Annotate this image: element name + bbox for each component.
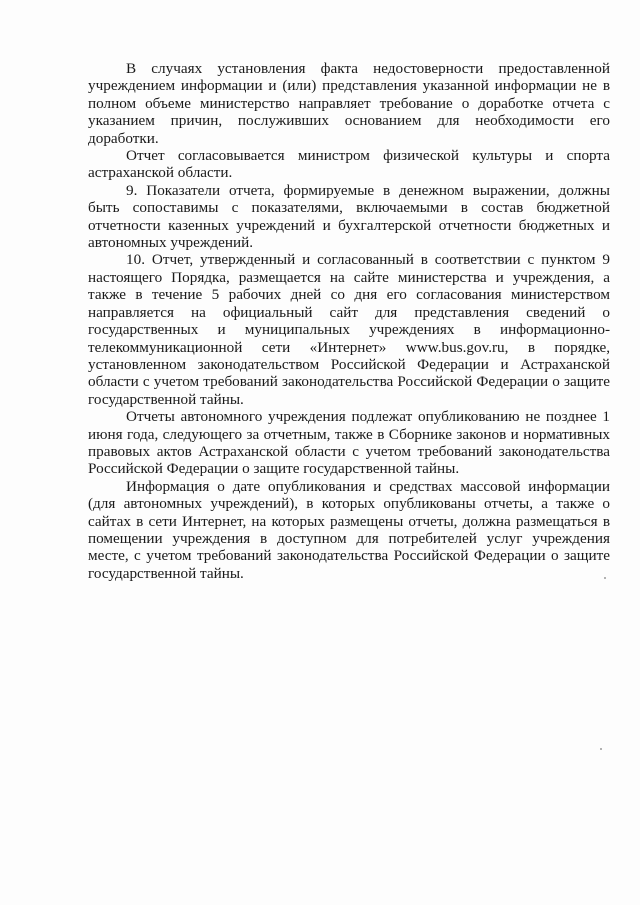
- paragraph-autonomous-publication: Отчеты автономного учреждения подлежат опубликованию не позднее 1 июня года, следующего за отчетным, также в Сборнике законов и нормативных правовых актов Астраханской области с учетом требований законодательства Российской Федерации о защите государственной тайны.: [88, 408, 610, 478]
- paragraph-approval: Отчет согласовывается министром физической культуры и спорта астраханской области.: [88, 147, 610, 182]
- paragraph-item-10: 10. Отчет, утвержденный и согласованный в соответствии с пунктом 9 настоящего Порядка, размещается на сайте министерства и учреждения, а также в течение 5 рабочих дней со дня его согласования министерством направляется на официальный сайт для представления сведений о государственных и муниципальных учреждениях в информационно-телекоммуникационной сети «Интернет» www.bus.gov.ru, в порядке, установленном законодательством Российской Федерации и Астраханской области с учетом требований законодательства Российской Федерации о защите государственной тайны.: [88, 251, 610, 408]
- scan-speck: [600, 748, 602, 750]
- paragraph-publication-info: Информация о дате опубликования и средствах массовой информации (для автономных учреждений), в которых опубликованы отчеты, а также о сайтах в сети Интернет, на которых размещены отчеты, должна размещаться в помещении учреждения в доступном для потребителей услуг учреждения месте, с учетом требований законодательства Российской Федерации о защите государственной тайны.: [88, 477, 610, 582]
- document-body: [88, 60, 610, 582]
- scan-speck: [604, 577, 606, 579]
- paragraph-revision-request: В случаях установления факта недостоверности предоставленной учреждением информации и (или) представления указанной информации не в полном объеме министерство направляет требование о доработке отчета с указанием причин, послуживших основанием для необходимости его доработки.: [88, 60, 610, 147]
- paragraph-item-9: 9. Показатели отчета, формируемые в денежном выражении, должны быть сопоставимы с показателями, включаемыми в состав бюджетной отчетности казенных учреждений и бухгалтерской отчетности бюджетных и автономных учреждений.: [88, 181, 610, 252]
